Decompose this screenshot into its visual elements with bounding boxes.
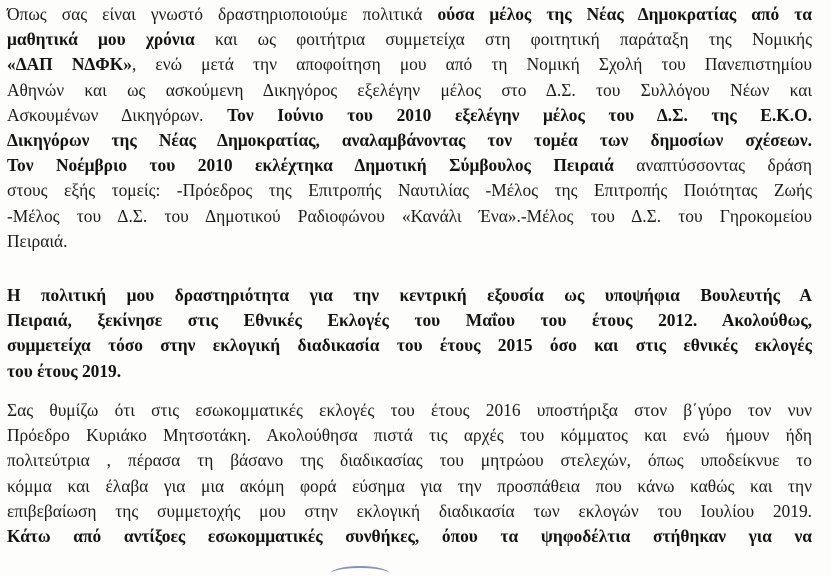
text-line [7,153,812,178]
bold-text-run: συμμετείχα τόσο στην εκλογική διαδικασία του έτους 2015 όσο και στις εθνικές εκλογές [7,335,812,356]
text-line: στους εξής τομείς: -Πρόεδρος της Επιτροπής Ναυτιλίας -Μέλος της Επιτροπής Ποιότητας Ζωής [7,180,812,201]
text-line: κόμμα και έλαβα για μια ακόμη φορά εύσημα για την προσπάθεια που κάνω καθώς και την [7,475,812,496]
bold-text-run: ούσα μέλος της Νέας Δημοκρατίας από τα [437,4,812,24]
paragraph-political-background [7,2,812,254]
text-run: και ως φοιτήτρια συμμετείχα στη φοιτητική παράταξη της Νομικής [194,29,812,50]
text-line [7,103,812,128]
bold-text-run: Κάτω από αντίξοες εσωκομματικές συνθήκες, όπου τα ψηφοδέλτια στήθηκαν για να [7,526,812,547]
bold-text-run: Η πολιτική μου δραστηριότητα για την κεντρική εξουσία ως υποψήφια Βουλευτής Α [7,285,812,305]
paragraph-national-candidacy [7,283,812,384]
text-run: Ασκουμένων Δικηγόρων. [7,104,228,125]
text-run: Όπως σας είναι γνωστό δραστηριοποιούμε πολιτικά [7,4,438,24]
text-line: -Μέλος του Δ.Σ. του Δημοτικού Ραδιοφώνου «Κανάλι Ένα».-Μέλος του Δ.Σ. του Γηροκομείου [7,205,812,226]
text-line: επιβεβαίωση της συμμετοχής μου στην εκλογική διαδικασία των εκλογών του Ιουλίου 2019. [7,500,812,521]
text-run: αναπτύσσοντας δράση [613,155,812,176]
bold-text-run: του έτους 2019. [7,360,122,381]
signature-stroke [330,566,390,576]
text-run: , ενώ μετά την αποφοίτηση μου από τη Νομική Σχολή του Πανεπιστημίου [131,54,812,75]
bold-text-run: Τον Νοέμβριο του 2010 εκλέχτηκα Δημοτική Σύμβουλος Πειραιά [7,155,614,176]
text-line: Πειραιά. [7,230,68,251]
text-line [7,308,812,333]
bold-text-run: Τον Ιούνιο του 2010 εξελέγην μέλος του Δ.Σ. της Ε.Κ.Ο. [227,104,812,125]
text-line [7,524,812,549]
text-line: Σας θυμίζω ότι στις εσωκομματικές εκλογές του έτους 2016 υποστήριξα στον β΄γύρο τον νυν [7,400,812,420]
text-line [7,333,812,358]
text-line [7,128,812,153]
bold-text-run: «ΔΑΠ ΝΔΦΚ» [7,54,132,75]
paragraph-internal-elections [7,398,812,549]
text-line [7,52,812,77]
text-line: πολιτεύτρια , πέρασα τη βάσανο της διαδικασίας του μητρώου στελεχών, όπως υποδείκνυε το [7,450,812,471]
text-line [7,27,812,52]
bold-text-run: Δικηγόρων της Νέας Δημοκρατίας, αναλαμβάνοντας τον τομέα των δημοσίων σχέσεων. [7,130,812,151]
text-line: Αθηνών και ως ασκούμενη Δικηγόρος εξελέγην μέλος στο Δ.Σ. του Συλλόγου Νέων και [7,79,812,100]
text-line [7,2,812,27]
text-line [7,359,812,384]
bold-text-run: Πειραιά, ξεκίνησε στις Εθνικές Εκλογές του Μαΐου του έτους 2012. Ακολούθως, [7,310,812,331]
text-line: Πρόεδρο Κυριάκο Μητσοτάκη. Ακολούθησα πιστά τις αρχές του κόμματος και ενώ ήμουν ήδη [7,425,812,446]
text-line [7,283,812,308]
bold-text-run: μαθητικά μου χρόνια [7,29,195,50]
